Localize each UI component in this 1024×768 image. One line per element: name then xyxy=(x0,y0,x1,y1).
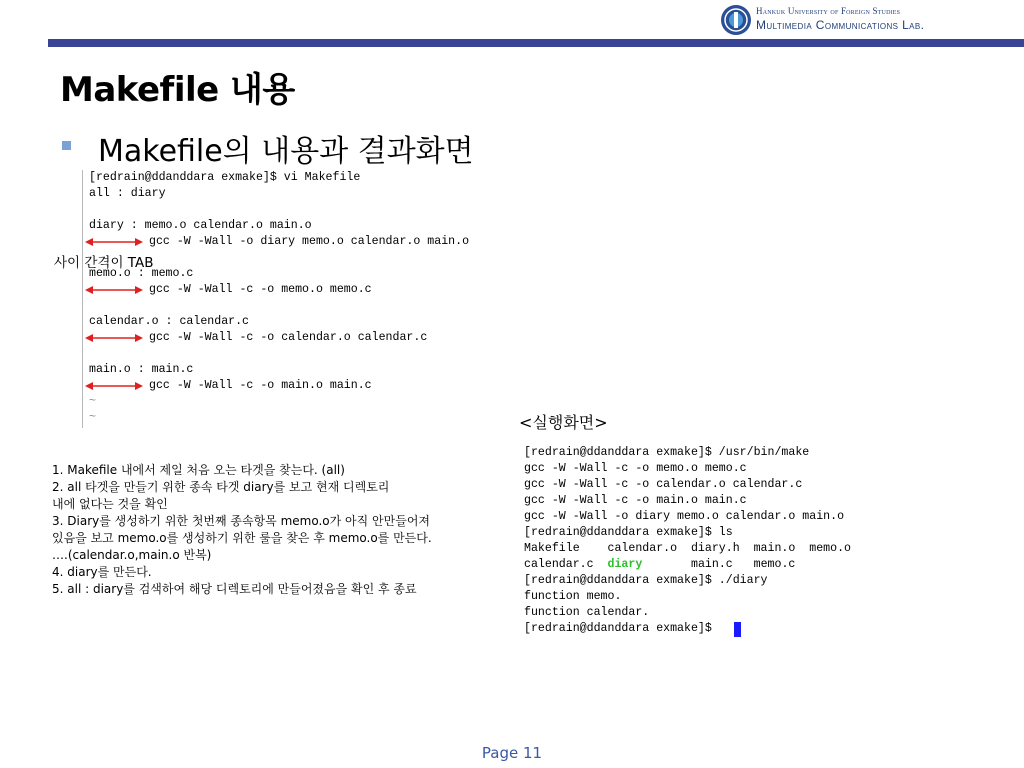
note-line: ….(calendar.o,main.o 반복) xyxy=(52,548,212,562)
tab-arrow-icon xyxy=(85,285,143,295)
bullet-square-icon xyxy=(62,141,71,150)
logo-lab-name: Multimedia Communications Lab. xyxy=(756,18,925,32)
makefile-line: memo.o : memo.c xyxy=(89,267,194,280)
run-terminal xyxy=(524,445,944,645)
terminal-cursor xyxy=(734,622,741,637)
logo-university-name: Hankuk University of Foreign Studies xyxy=(756,6,901,16)
note-line: 4. diary를 만든다. xyxy=(52,565,152,579)
vi-tilde: ~ xyxy=(89,411,96,424)
terminal-line: gcc -W -Wall -c -o memo.o memo.c xyxy=(524,462,747,475)
makefile-line: gcc -W -Wall -c -o calendar.o calendar.c xyxy=(149,331,428,344)
page-number: Page 11 xyxy=(481,744,543,762)
vi-tilde: ~ xyxy=(89,395,96,408)
terminal-prompt-line: [redrain@ddanddara exmake]$ xyxy=(524,622,719,635)
terminal-line: [redrain@ddanddara exmake]$ ./diary xyxy=(524,574,768,587)
makefile-line: gcc -W -Wall -c -o memo.o memo.c xyxy=(149,283,372,296)
makefile-line: all : diary xyxy=(89,187,166,200)
terminal-line: [redrain@ddanddara exmake]$ /usr/bin/make xyxy=(524,446,810,459)
tab-arrow-icon xyxy=(85,333,143,343)
slide-footer xyxy=(0,743,1024,762)
terminal-line: Makefile calendar.o diary.h main.o memo.o xyxy=(524,542,851,555)
university-emblem-icon xyxy=(720,4,752,36)
terminal-gutter xyxy=(82,170,83,428)
terminal-line: [redrain@ddanddara exmake]$ ls xyxy=(524,526,733,539)
page-title: Makefile 내용 xyxy=(60,70,295,110)
makefile-line: gcc -W -Wall -c -o main.o main.c xyxy=(149,379,372,392)
makefile-line: calendar.o : calendar.c xyxy=(89,315,250,328)
tab-annotation: 사이 간격이 TAB xyxy=(54,255,154,271)
makefile-terminal xyxy=(82,170,512,432)
note-line: 3. Diary를 생성하기 위한 첫번째 종속항목 memo.o가 아직 안만들어져 xyxy=(52,514,431,528)
makefile-line: main.o : main.c xyxy=(89,363,194,376)
ls-entry: calendar.c xyxy=(524,558,608,571)
note-line: 2. all 타겟을 만들기 위한 종속 타겟 diary를 보고 현재 디렉토리 xyxy=(52,480,390,494)
terminal-prompt: [redrain@ddanddara exmake]$ vi Makefile xyxy=(89,171,361,184)
terminal-line: function calendar. xyxy=(524,606,650,619)
terminal-ls-line xyxy=(524,557,795,573)
note-line: 내에 없다는 것을 확인 xyxy=(52,497,168,511)
run-screen-caption: <실행화면> xyxy=(519,413,608,432)
ls-executable: diary xyxy=(607,558,643,571)
note-line: 1. Makefile 내에서 제일 처음 오는 타겟을 찾는다. (all) xyxy=(52,463,345,477)
terminal-line: gcc -W -Wall -c -o calendar.o calendar.c xyxy=(524,478,803,491)
lab-logo xyxy=(718,2,1018,40)
header-rule xyxy=(48,39,1024,47)
bullet-text: Makefile의 내용과 결과화면 xyxy=(98,134,474,169)
makefile-line: gcc -W -Wall -o diary memo.o calendar.o main.o xyxy=(149,235,470,248)
terminal-line: gcc -W -Wall -c -o main.o main.c xyxy=(524,494,747,507)
note-line: 있음을 보고 memo.o를 생성하기 위한 룰을 찾은 후 memo.o를 만든다. xyxy=(52,531,432,545)
terminal-line: function memo. xyxy=(524,590,622,603)
makefile-line: diary : memo.o calendar.o main.o xyxy=(89,219,312,232)
tab-arrow-icon xyxy=(85,381,143,391)
tab-arrow-icon xyxy=(85,237,143,247)
ls-entry: main.c memo.c xyxy=(642,558,796,571)
explanation-notes xyxy=(52,462,522,598)
note-line: 5. all : diary를 검색하여 해당 디렉토리에 만들어졌음을 확인 후 종료 xyxy=(52,582,417,596)
terminal-line: gcc -W -Wall -o diary memo.o calendar.o main.o xyxy=(524,510,845,523)
